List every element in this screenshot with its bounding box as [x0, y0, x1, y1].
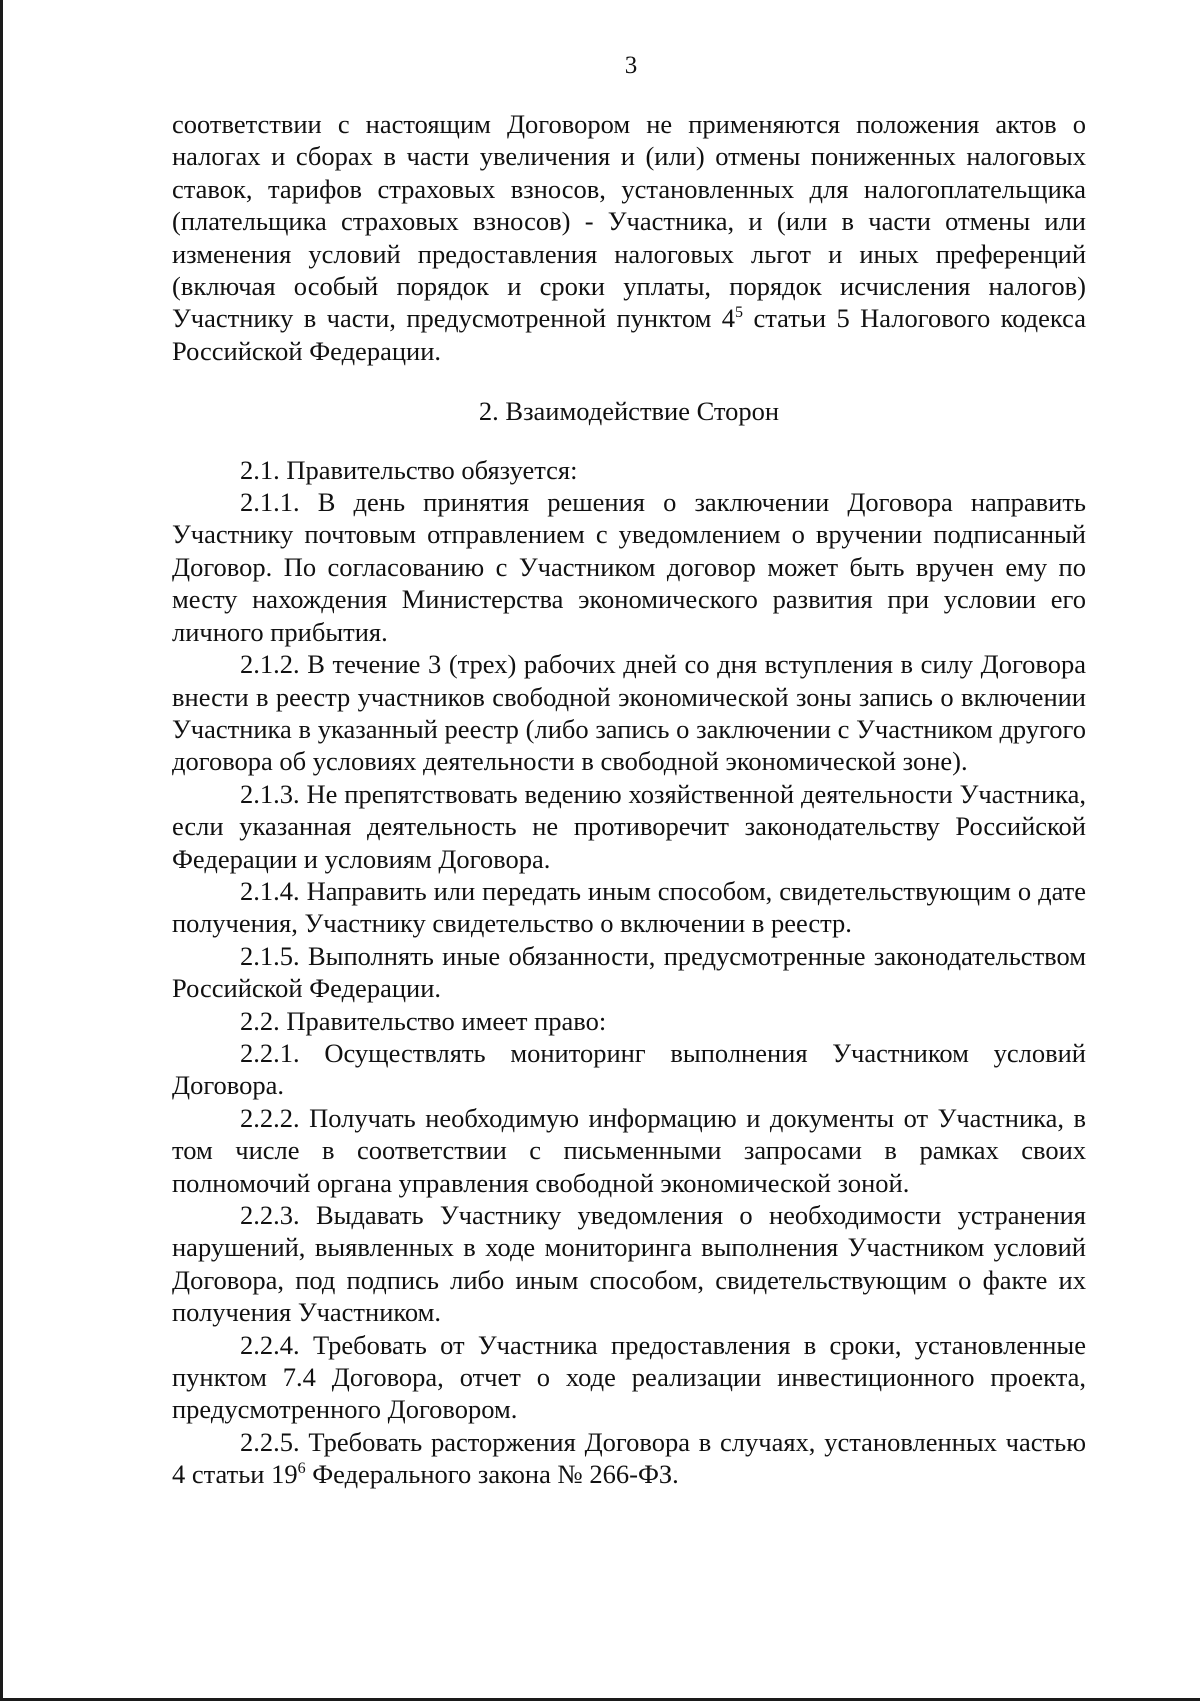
clause-2-1-5: 2.1.5. Выполнять иные обязанности, предусмотренные законодательством Российской Федерации. — [172, 940, 1086, 1004]
clause-2-2-3: 2.2.3. Выдавать Участнику уведомления о необходимости устранения нарушений, выявленных в ходе мониторинга выполнения Участником условий Договора, под подпись либо иным способом, свидетельствующим о факте их получения Участником. — [172, 1200, 1086, 1328]
intro-text: соответствии с настоящим Договором не применяются положения актов о налогах и сборах в части увеличения и (или) отмены пониженных налоговых ставок, тарифов страховых взносов, установленных для налогоплательщика (плательщика страховых взносов) - Участника, и (или в части отмены или изменения условий предоставления налоговых льгот и иных преференций (включая особый порядок и сроки уплаты, порядок исчисления налогов) Участнику в части, предусмотренной пунктом 4 — [172, 109, 1086, 334]
clause-2-2-2: 2.2.2. Получать необходимую информацию и документы от Участника, в том числе в соответствии с письменными запросами в рамках своих полномочий органа управления свободной экономической зоной. — [172, 1102, 1086, 1198]
scan-edge-left — [0, 0, 3, 1701]
clause-2-1-2: 2.1.2. В течение 3 (трех) рабочих дней со дня вступления в силу Договора внести в реестр участников свободной экономической зоны запись о включении Участника в указанный реестр (либо запись о заключении с Участником другого договора об условиях деятельности в свободной экономической зоне). — [172, 649, 1086, 777]
clause-2-1-1: 2.1.1. В день принятия решения о заключении Договора направить Участнику почтовым отправлением с уведомлением о вручении подписанный Договор. По согласованию с Участником договор может быть вручен ему по месту нахождения Министерства экономического развития при условии его личного прибытия. — [172, 487, 1086, 647]
clause-2-2-5 — [172, 1426, 1086, 1491]
clause-2-2-1: 2.2.1. Осуществлять мониторинг выполнения Участником условий Договора. — [172, 1037, 1086, 1101]
clause-2-1-3: 2.1.3. Не препятствовать ведению хозяйственной деятельности Участника, если указанная деятельность не противоречит законодательству Российской Федерации и условиям Договора. — [172, 778, 1086, 874]
clause-2-2-5-tail: Федерального закона № 266-ФЗ. — [305, 1459, 679, 1490]
intro-tail: статьи 5 Налогового кодекса Российской Федерации. — [172, 303, 1086, 366]
intro-paragraph — [172, 108, 1086, 367]
clause-2-2-5-superscript: 6 — [297, 1460, 306, 1478]
clause-2-2-5-text: 2.2.5. Требовать расторжения Договора в случаях, установленных частью 4 статьи 19 — [172, 1426, 1086, 1490]
document-body — [172, 108, 1086, 1491]
intro-superscript: 5 — [735, 304, 744, 322]
clause-2-1-4: 2.1.4. Направить или передать иным способом, свидетельствующим о дате получения, Участнику свидетельство о включении в реестр. — [172, 875, 1086, 939]
section-heading: 2. Взаимодействие Сторон — [478, 396, 780, 427]
clause-2-1: 2.1. Правительство обязуется: — [240, 454, 578, 485]
clause-2-2: 2.2. Правительство имеет право: — [240, 1005, 607, 1036]
page-number: 3 — [624, 52, 638, 79]
clause-2-2-4: 2.2.4. Требовать от Участника предоставления в сроки, установленные пунктом 7.4 Договора, отчет о ходе реализации инвестиционного проекта, предусмотренного Договором. — [172, 1329, 1086, 1425]
